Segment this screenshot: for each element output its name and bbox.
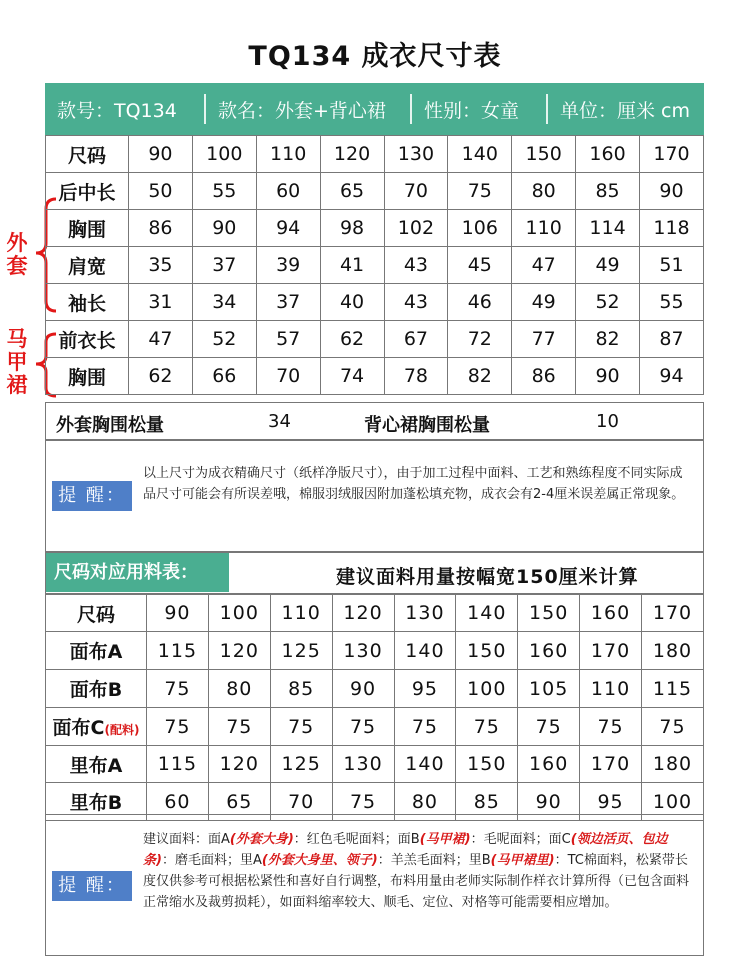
table-cell: 170 <box>580 746 642 783</box>
table-cell: 150 <box>456 632 518 670</box>
table-row <box>46 321 704 358</box>
table-cell: 100 <box>456 670 518 708</box>
table-cell: 45 <box>448 247 512 284</box>
table-cell: 94 <box>640 358 704 395</box>
header-cell: 尺码 <box>46 136 129 173</box>
table-cell: 31 <box>129 284 193 321</box>
size-header-cell: 120 <box>332 595 394 632</box>
vest-slack-value: 10 <box>596 411 619 432</box>
table-row <box>46 670 704 708</box>
style-number: 款号：TQ134 <box>57 99 177 122</box>
table-cell: 75 <box>332 708 394 746</box>
size-header-cell: 100 <box>208 595 270 632</box>
table-cell: 43 <box>384 284 448 321</box>
unit: 单位：厘米 cm <box>560 99 690 122</box>
table-cell: 130 <box>332 632 394 670</box>
table-cell: 41 <box>320 247 384 284</box>
table-cell: 94 <box>256 210 320 247</box>
size-header-cell: 170 <box>642 595 704 632</box>
table-cell: 62 <box>320 321 384 358</box>
size-header-cell: 130 <box>394 595 456 632</box>
row-label-text: 里布A <box>69 754 123 777</box>
table-cell: 106 <box>448 210 512 247</box>
row-label: 袖长 <box>46 284 129 321</box>
table-cell: 65 <box>320 173 384 210</box>
table-cell: 75 <box>518 708 580 746</box>
table-cell: 95 <box>394 670 456 708</box>
table-cell: 85 <box>576 173 640 210</box>
size-header-cell: 170 <box>640 136 704 173</box>
table-row <box>46 358 704 395</box>
table-cell: 37 <box>192 247 256 284</box>
table-cell: 170 <box>580 632 642 670</box>
table-cell: 49 <box>576 247 640 284</box>
table-cell: 115 <box>642 670 704 708</box>
table-cell: 51 <box>640 247 704 284</box>
table-cell: 75 <box>456 708 518 746</box>
size-header-cell: 90 <box>147 595 209 632</box>
jacket-side-label: 外套 <box>6 231 28 278</box>
size-header-cell: 160 <box>580 595 642 632</box>
table-cell: 85 <box>456 783 518 821</box>
table-cell: 78 <box>384 358 448 395</box>
table-cell: 67 <box>384 321 448 358</box>
size-header-cell: 150 <box>518 595 580 632</box>
table-cell: 75 <box>448 173 512 210</box>
tip-box-1 <box>45 440 704 552</box>
table-cell: 47 <box>512 247 576 284</box>
table-cell: 115 <box>147 746 209 783</box>
row-label <box>46 708 147 746</box>
table-cell: 87 <box>640 321 704 358</box>
table-cell: 52 <box>192 321 256 358</box>
table-cell: 66 <box>192 358 256 395</box>
table-cell: 180 <box>642 632 704 670</box>
table-cell: 70 <box>384 173 448 210</box>
size-table <box>45 135 704 395</box>
table-cell: 75 <box>580 708 642 746</box>
size-header-cell: 110 <box>270 595 332 632</box>
table-cell: 85 <box>270 670 332 708</box>
table-cell: 90 <box>576 358 640 395</box>
size-header-cell: 140 <box>448 136 512 173</box>
table-cell: 80 <box>208 670 270 708</box>
tip-box-2 <box>45 814 704 956</box>
vest-side-label: 马甲裙 <box>6 327 28 397</box>
table-row <box>46 746 704 783</box>
table-cell: 70 <box>256 358 320 395</box>
table-cell: 55 <box>640 284 704 321</box>
table-cell: 39 <box>256 247 320 284</box>
row-label: 胸围 <box>46 210 129 247</box>
table-cell: 115 <box>147 632 209 670</box>
row-label: 前衣长 <box>46 321 129 358</box>
fabric-table <box>45 594 704 821</box>
table-cell: 75 <box>270 708 332 746</box>
table-cell: 57 <box>256 321 320 358</box>
table-cell: 86 <box>512 358 576 395</box>
vest-slack-label: 背心裙胸围松量 <box>364 415 490 436</box>
table-cell: 90 <box>640 173 704 210</box>
table-row <box>46 173 704 210</box>
table-cell: 65 <box>208 783 270 821</box>
row-label <box>46 746 147 783</box>
table-cell: 75 <box>642 708 704 746</box>
table-cell: 60 <box>256 173 320 210</box>
table-cell: 60 <box>147 783 209 821</box>
table-cell: 140 <box>394 746 456 783</box>
gender: 性别：女童 <box>424 99 520 122</box>
table-cell: 90 <box>518 783 580 821</box>
table-cell: 82 <box>576 321 640 358</box>
style-name: 款名：外套+背心裙 <box>218 99 386 122</box>
table-cell: 55 <box>192 173 256 210</box>
table-cell: 46 <box>448 284 512 321</box>
row-label: 胸围 <box>46 358 129 395</box>
table-row <box>46 210 704 247</box>
row-label-text: 面布A <box>69 641 123 663</box>
table-cell: 72 <box>448 321 512 358</box>
table-cell: 110 <box>580 670 642 708</box>
table-cell: 105 <box>518 670 580 708</box>
tip-label: 提 醒： <box>52 481 132 511</box>
table-header-row <box>46 136 704 173</box>
table-cell: 74 <box>320 358 384 395</box>
row-label <box>46 670 147 708</box>
size-header-cell: 110 <box>256 136 320 173</box>
slack-row <box>45 402 704 440</box>
table-cell: 50 <box>129 173 193 210</box>
size-header-cell: 140 <box>456 595 518 632</box>
table-cell: 80 <box>394 783 456 821</box>
size-header-cell: 100 <box>192 136 256 173</box>
page-title: TQ134 成衣尺寸表 <box>248 41 502 72</box>
size-header-cell: 90 <box>129 136 193 173</box>
fabric-note: 建议面料用量按幅宽150厘米计算 <box>336 566 639 588</box>
table-cell: 80 <box>512 173 576 210</box>
table-cell: 90 <box>192 210 256 247</box>
table-cell: 75 <box>332 783 394 821</box>
table-cell: 47 <box>129 321 193 358</box>
table-cell: 37 <box>256 284 320 321</box>
table-cell: 118 <box>640 210 704 247</box>
table-cell: 75 <box>208 708 270 746</box>
tip-text: 以上尺寸为成衣精确尺寸（纸样净版尺寸），由于加工过程中面料、工艺和熟练程度不同实际成品尺寸可能会有所误差哦，棉服羽绒服因附加蓬松填充物，成衣会有2-4厘米误差属正常现象。 <box>143 466 685 502</box>
row-label-suffix: (配料) <box>104 723 140 737</box>
table-cell: 43 <box>384 247 448 284</box>
table-cell: 150 <box>456 746 518 783</box>
table-cell: 35 <box>129 247 193 284</box>
table-row <box>46 708 704 746</box>
jacket-slack-label: 外套胸围松量 <box>56 415 164 436</box>
table-cell: 49 <box>512 284 576 321</box>
size-header-cell: 130 <box>384 136 448 173</box>
size-header-cell: 120 <box>320 136 384 173</box>
row-label-text: 里布B <box>69 792 123 814</box>
jacket-slack-value: 34 <box>268 411 291 432</box>
row-label: 后中长 <box>46 173 129 210</box>
table-row <box>46 632 704 670</box>
table-cell: 75 <box>147 670 209 708</box>
table-header-row <box>46 595 704 632</box>
row-label <box>46 632 147 670</box>
table-cell: 114 <box>576 210 640 247</box>
tip-label: 提 醒： <box>52 871 132 901</box>
table-cell: 86 <box>129 210 193 247</box>
info-bar <box>45 83 704 135</box>
tip-text: 建议面料：面A(外套大身)：红色毛呢面料；面B(马甲裙)：毛呢面料；面C(领边活页、包边条)：磨毛面料；里A(外套大身里、领子)：羊羔毛面料；里B(马甲裙里)：TC棉面料，松紧带长度仅供参考可根据松紧性和喜好自行调整，布料用量由老师实际制作样衣计算所得（已包含面料正常缩水及裁剪损耗），如面料缩率较大、顺毛、定位、对格等可能需要相应增加。 <box>143 832 690 910</box>
table-cell: 75 <box>394 708 456 746</box>
header-cell: 尺码 <box>46 595 147 632</box>
table-cell: 120 <box>208 746 270 783</box>
size-header-cell: 150 <box>512 136 576 173</box>
size-header-cell: 160 <box>576 136 640 173</box>
table-cell: 160 <box>518 632 580 670</box>
table-cell: 180 <box>642 746 704 783</box>
table-cell: 70 <box>270 783 332 821</box>
table-cell: 34 <box>192 284 256 321</box>
table-cell: 75 <box>147 708 209 746</box>
table-cell: 125 <box>270 746 332 783</box>
table-cell: 120 <box>208 632 270 670</box>
row-label: 肩宽 <box>46 247 129 284</box>
table-cell: 52 <box>576 284 640 321</box>
table-cell: 102 <box>384 210 448 247</box>
table-cell: 98 <box>320 210 384 247</box>
table-cell: 82 <box>448 358 512 395</box>
table-cell: 140 <box>394 632 456 670</box>
table-cell: 160 <box>518 746 580 783</box>
table-cell: 130 <box>332 746 394 783</box>
table-cell: 90 <box>332 670 394 708</box>
table-cell: 100 <box>642 783 704 821</box>
row-label-text: 面布C <box>52 717 105 739</box>
table-row <box>46 247 704 284</box>
table-cell: 40 <box>320 284 384 321</box>
table-row <box>46 284 704 321</box>
table-cell: 125 <box>270 632 332 670</box>
table-cell: 95 <box>580 783 642 821</box>
fabric-header <box>45 552 704 594</box>
table-cell: 62 <box>129 358 193 395</box>
row-label-text: 面布B <box>69 679 123 701</box>
table-cell: 77 <box>512 321 576 358</box>
fabric-badge: 尺码对应用料表： <box>46 553 229 592</box>
table-cell: 110 <box>512 210 576 247</box>
